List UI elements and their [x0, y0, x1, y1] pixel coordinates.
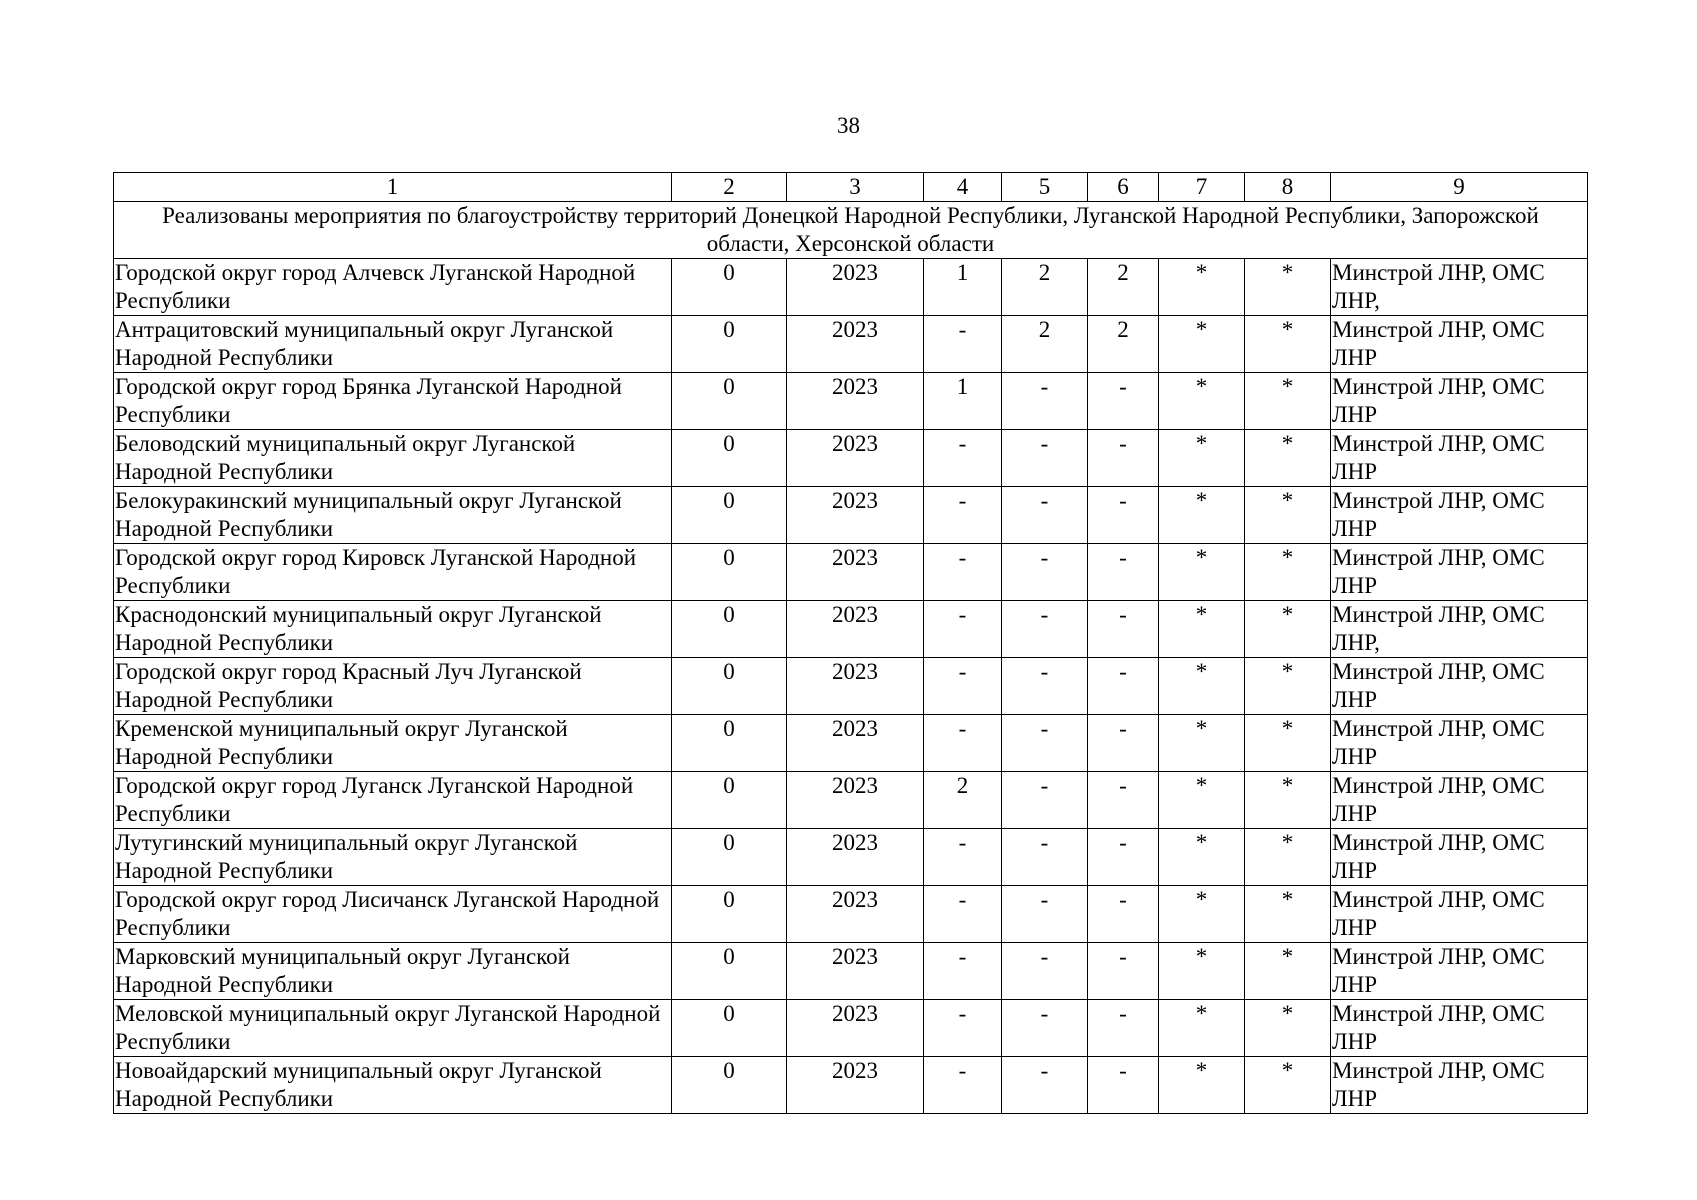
municipality-cell: Городской округ город Алчевск Луганской Народной Республики — [114, 259, 672, 316]
value-cell: - — [924, 1057, 1002, 1114]
value-cell: * — [1159, 886, 1245, 943]
value-cell: - — [1002, 658, 1088, 715]
table-row — [114, 886, 1588, 943]
data-table — [113, 172, 1588, 1114]
municipality-cell: Меловской муниципальный округ Луганской Народной Республики — [114, 1000, 672, 1057]
value-cell: - — [1088, 1057, 1159, 1114]
value-cell: * — [1159, 658, 1245, 715]
responsible-cell: Минстрой ЛНР, ОМС ЛНР — [1331, 316, 1588, 373]
municipality-cell: Лутугинский муниципальный округ Луганской Народной Республики — [114, 829, 672, 886]
year-cell: 2023 — [787, 1000, 924, 1057]
table-row — [114, 601, 1588, 658]
section-title: Реализованы мероприятия по благоустройству территорий Донецкой Народной Республики, Луганской Народной Республики, Запорожской области, Херсонской области — [114, 202, 1588, 259]
table-row — [114, 829, 1588, 886]
column-header: 1 — [114, 173, 672, 202]
year-cell: 2023 — [787, 829, 924, 886]
value-cell: - — [924, 886, 1002, 943]
responsible-cell: Минстрой ЛНР, ОМС ЛНР — [1331, 715, 1588, 772]
year-cell: 2023 — [787, 544, 924, 601]
table-body — [114, 202, 1588, 1114]
municipality-cell: Городской округ город Красный Луч Луганской Народной Республики — [114, 658, 672, 715]
value-cell: - — [1002, 1057, 1088, 1114]
table-row — [114, 430, 1588, 487]
value-cell: 2 — [1088, 259, 1159, 316]
value-cell: - — [924, 487, 1002, 544]
value-cell: - — [1088, 373, 1159, 430]
municipality-cell: Краснодонский муниципальный округ Луганской Народной Республики — [114, 601, 672, 658]
value-cell: - — [1088, 487, 1159, 544]
value-cell: * — [1245, 772, 1331, 829]
value-cell: - — [924, 430, 1002, 487]
value-cell: * — [1245, 1000, 1331, 1057]
value-cell: * — [1159, 1057, 1245, 1114]
value-cell: * — [1245, 544, 1331, 601]
value-cell: * — [1159, 601, 1245, 658]
municipality-cell: Марковский муниципальный округ Луганской Народной Республики — [114, 943, 672, 1000]
table-row — [114, 658, 1588, 715]
municipality-cell: Городской округ город Брянка Луганской Народной Республики — [114, 373, 672, 430]
value-cell: - — [1002, 1000, 1088, 1057]
responsible-cell: Минстрой ЛНР, ОМС ЛНР — [1331, 373, 1588, 430]
value-cell: - — [924, 658, 1002, 715]
column-header: 4 — [924, 173, 1002, 202]
value-cell: - — [1002, 373, 1088, 430]
value-cell: - — [1088, 430, 1159, 487]
year-cell: 2023 — [787, 373, 924, 430]
responsible-cell: Минстрой ЛНР, ОМС ЛНР — [1331, 1000, 1588, 1057]
value-cell: - — [1088, 772, 1159, 829]
value-cell: - — [1088, 829, 1159, 886]
value-cell: 0 — [672, 430, 787, 487]
year-cell: 2023 — [787, 943, 924, 1000]
value-cell: 0 — [672, 601, 787, 658]
responsible-cell: Минстрой ЛНР, ОМС ЛНР — [1331, 658, 1588, 715]
value-cell: * — [1159, 316, 1245, 373]
column-header: 2 — [672, 173, 787, 202]
value-cell: * — [1159, 259, 1245, 316]
year-cell: 2023 — [787, 772, 924, 829]
value-cell: * — [1159, 829, 1245, 886]
value-cell: - — [924, 544, 1002, 601]
value-cell: 0 — [672, 886, 787, 943]
value-cell: * — [1159, 1000, 1245, 1057]
value-cell: - — [1088, 658, 1159, 715]
responsible-cell: Минстрой ЛНР, ОМС ЛНР — [1331, 943, 1588, 1000]
value-cell: * — [1245, 829, 1331, 886]
value-cell: 2 — [1002, 316, 1088, 373]
value-cell: 0 — [672, 829, 787, 886]
year-cell: 2023 — [787, 601, 924, 658]
value-cell: 0 — [672, 544, 787, 601]
value-cell: * — [1245, 886, 1331, 943]
responsible-cell: Минстрой ЛНР, ОМС ЛНР, — [1331, 259, 1588, 316]
table-row — [114, 316, 1588, 373]
value-cell: - — [1088, 544, 1159, 601]
header-row — [114, 173, 1588, 202]
page-number: 38 — [837, 113, 860, 138]
table-row — [114, 487, 1588, 544]
value-cell: - — [924, 601, 1002, 658]
table-row — [114, 772, 1588, 829]
value-cell: - — [1088, 943, 1159, 1000]
value-cell: - — [1088, 886, 1159, 943]
municipality-cell: Белокуракинский муниципальный округ Луганской Народной Республики — [114, 487, 672, 544]
value-cell: - — [1088, 1000, 1159, 1057]
column-header: 6 — [1088, 173, 1159, 202]
year-cell: 2023 — [787, 487, 924, 544]
responsible-cell: Минстрой ЛНР, ОМС ЛНР — [1331, 544, 1588, 601]
value-cell: * — [1245, 658, 1331, 715]
value-cell: - — [1002, 544, 1088, 601]
year-cell: 2023 — [787, 886, 924, 943]
column-header: 9 — [1331, 173, 1588, 202]
value-cell: - — [1088, 715, 1159, 772]
value-cell: * — [1245, 1057, 1331, 1114]
value-cell: 1 — [924, 373, 1002, 430]
value-cell: - — [1002, 601, 1088, 658]
value-cell: - — [924, 316, 1002, 373]
year-cell: 2023 — [787, 430, 924, 487]
value-cell: * — [1245, 316, 1331, 373]
value-cell: - — [1002, 886, 1088, 943]
value-cell: 2 — [924, 772, 1002, 829]
value-cell: * — [1245, 943, 1331, 1000]
value-cell: 0 — [672, 1057, 787, 1114]
municipality-cell: Городской округ город Кировск Луганской Народной Республики — [114, 544, 672, 601]
value-cell: - — [1002, 772, 1088, 829]
value-cell: * — [1159, 544, 1245, 601]
value-cell: - — [1002, 829, 1088, 886]
value-cell: * — [1159, 430, 1245, 487]
table-row — [114, 943, 1588, 1000]
table-header — [114, 173, 1588, 202]
value-cell: * — [1159, 487, 1245, 544]
table-row — [114, 373, 1588, 430]
column-header: 3 — [787, 173, 924, 202]
value-cell: 0 — [672, 658, 787, 715]
value-cell: * — [1245, 373, 1331, 430]
value-cell: * — [1245, 430, 1331, 487]
value-cell: - — [924, 943, 1002, 1000]
value-cell: * — [1245, 715, 1331, 772]
value-cell: - — [1002, 487, 1088, 544]
municipality-cell: Беловодский муниципальный округ Луганской Народной Республики — [114, 430, 672, 487]
municipality-cell: Новоайдарский муниципальный округ Луганской Народной Республики — [114, 1057, 672, 1114]
responsible-cell: Минстрой ЛНР, ОМС ЛНР, — [1331, 601, 1588, 658]
section-row — [114, 202, 1588, 259]
value-cell: 0 — [672, 715, 787, 772]
year-cell: 2023 — [787, 715, 924, 772]
responsible-cell: Минстрой ЛНР, ОМС ЛНР — [1331, 772, 1588, 829]
value-cell: 0 — [672, 1000, 787, 1057]
responsible-cell: Минстрой ЛНР, ОМС ЛНР — [1331, 430, 1588, 487]
value-cell: - — [924, 829, 1002, 886]
table-row — [114, 1000, 1588, 1057]
table-row — [114, 259, 1588, 316]
table-row — [114, 715, 1588, 772]
table-row — [114, 544, 1588, 601]
value-cell: - — [1002, 943, 1088, 1000]
value-cell: * — [1159, 943, 1245, 1000]
column-header: 7 — [1159, 173, 1245, 202]
value-cell: 0 — [672, 373, 787, 430]
value-cell: * — [1159, 715, 1245, 772]
value-cell: * — [1245, 601, 1331, 658]
value-cell: * — [1245, 487, 1331, 544]
municipality-cell: Городской округ город Луганск Луганской Народной Республики — [114, 772, 672, 829]
value-cell: - — [1088, 601, 1159, 658]
value-cell: 2 — [1088, 316, 1159, 373]
responsible-cell: Минстрой ЛНР, ОМС ЛНР — [1331, 829, 1588, 886]
value-cell: - — [924, 715, 1002, 772]
value-cell: 0 — [672, 316, 787, 373]
responsible-cell: Минстрой ЛНР, ОМС ЛНР — [1331, 886, 1588, 943]
table-row — [114, 1057, 1588, 1114]
value-cell: - — [924, 1000, 1002, 1057]
value-cell: - — [1002, 715, 1088, 772]
value-cell: 0 — [672, 943, 787, 1000]
year-cell: 2023 — [787, 658, 924, 715]
year-cell: 2023 — [787, 259, 924, 316]
value-cell: * — [1159, 772, 1245, 829]
value-cell: 1 — [924, 259, 1002, 316]
municipality-cell: Антрацитовский муниципальный округ Луганской Народной Республики — [114, 316, 672, 373]
municipality-cell: Кременской муниципальный округ Луганской Народной Республики — [114, 715, 672, 772]
value-cell: * — [1245, 259, 1331, 316]
value-cell: 0 — [672, 772, 787, 829]
value-cell: 0 — [672, 259, 787, 316]
municipality-cell: Городской округ город Лисичанск Луганской Народной Республики — [114, 886, 672, 943]
value-cell: 2 — [1002, 259, 1088, 316]
value-cell: 0 — [672, 487, 787, 544]
column-header: 8 — [1245, 173, 1331, 202]
year-cell: 2023 — [787, 316, 924, 373]
responsible-cell: Минстрой ЛНР, ОМС ЛНР — [1331, 1057, 1588, 1114]
value-cell: * — [1159, 373, 1245, 430]
year-cell: 2023 — [787, 1057, 924, 1114]
value-cell: - — [1002, 430, 1088, 487]
responsible-cell: Минстрой ЛНР, ОМС ЛНР — [1331, 487, 1588, 544]
column-header: 5 — [1002, 173, 1088, 202]
